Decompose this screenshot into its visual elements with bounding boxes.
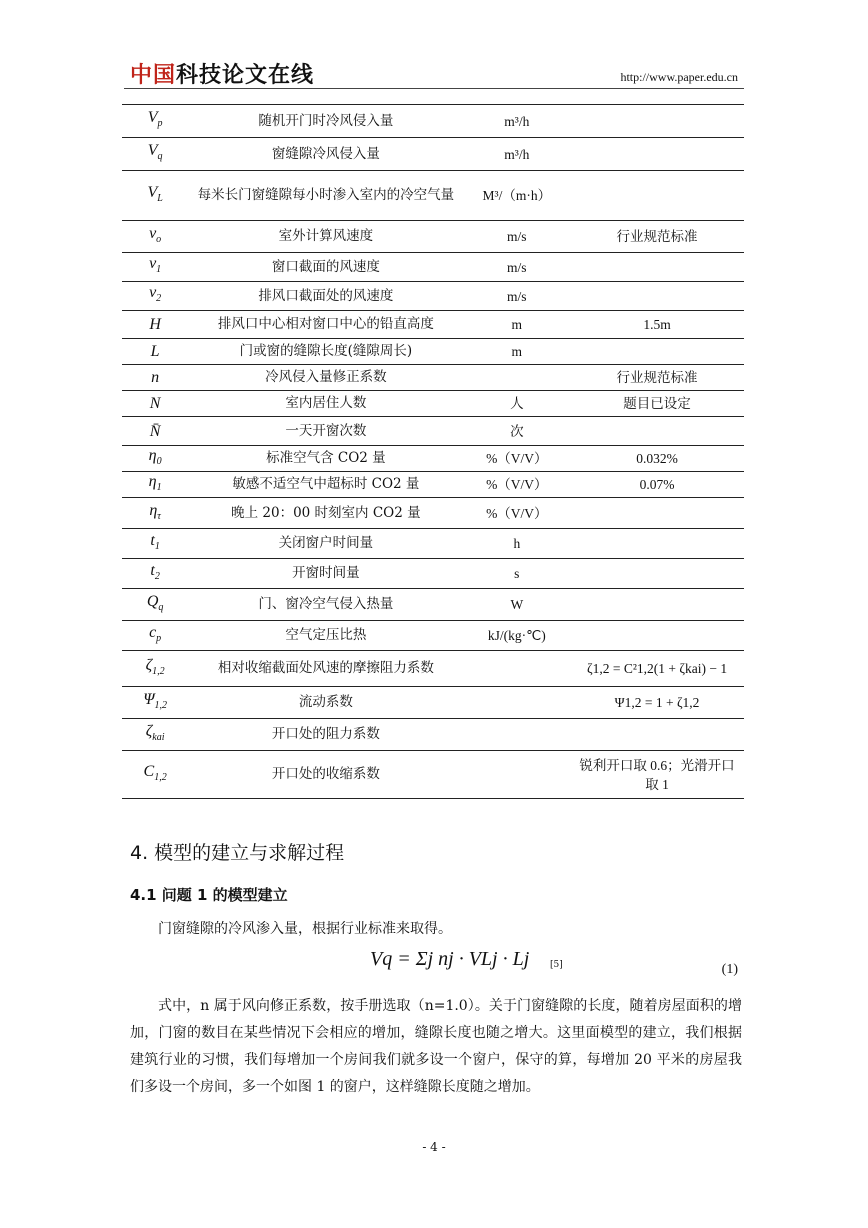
note-cell xyxy=(570,171,744,221)
description-cell: 开口处的收缩系数 xyxy=(188,751,463,799)
table-row xyxy=(122,621,744,651)
page-header xyxy=(130,58,738,88)
symbol: v xyxy=(149,224,157,242)
unit-cell xyxy=(464,719,571,751)
equation-number: (1) xyxy=(721,962,738,977)
symbol-subscript: 0 xyxy=(156,456,162,468)
symbol-subscript: L xyxy=(157,193,163,205)
symbol: η xyxy=(149,501,158,519)
unit-cell: M³/（m·h） xyxy=(464,171,571,221)
symbol-subscript: 1,2 xyxy=(154,772,167,784)
description-cell: 室内居住人数 xyxy=(188,391,463,417)
symbol-cell xyxy=(122,687,188,719)
symbol-cell xyxy=(122,311,188,339)
symbol: Ψ xyxy=(143,691,155,709)
note-cell xyxy=(570,589,744,621)
unit-cell: m/s xyxy=(464,221,571,253)
table-row xyxy=(122,138,744,171)
unit-cell: m³/h xyxy=(464,138,571,171)
note-cell: ζ1,2 = C²1,2(1 + ζkai) − 1 xyxy=(570,651,744,687)
symbol-cell xyxy=(122,221,188,253)
table-row xyxy=(122,559,744,589)
unit-cell: m/s xyxy=(464,282,571,311)
symbol: n xyxy=(151,369,160,386)
paragraph-2: 式中，n 属于风向修正系数，按手册选取（n=1.0）。关于门窗缝隙的长度，随着房屋面积的增加，门窗的数目在某些情况下会相应的增加，缝隙长度也随之增大。这里面模型的建立，我们根据建筑行业的习惯，我们每增加一个房间我们就多设一个窗户，保守的算，每增加 20 平米的房屋我们多设一个房间，多一个如图 1 的窗户，这样缝隙长度随之增加。 xyxy=(130,998,742,1095)
note-cell xyxy=(570,282,744,311)
symbol-subscript: kai xyxy=(152,732,165,744)
description-cell: 室外计算风速度 xyxy=(188,221,463,253)
header-rule xyxy=(124,88,744,89)
symbol-subscript: 1 xyxy=(156,482,162,494)
symbol: c xyxy=(149,624,157,642)
symbol: t xyxy=(150,562,155,580)
note-cell xyxy=(570,559,744,589)
symbol-cell xyxy=(122,138,188,171)
note-cell xyxy=(570,253,744,282)
unit-cell xyxy=(464,365,571,391)
symbol-cell xyxy=(122,365,188,391)
symbol: L xyxy=(150,343,160,360)
symbol-cell xyxy=(122,529,188,559)
symbol: V xyxy=(147,142,158,160)
description-cell: 窗缝隙冷风侵入量 xyxy=(188,138,463,171)
unit-cell: %（V/V） xyxy=(464,498,571,529)
symbol-cell xyxy=(122,417,188,446)
variables-table xyxy=(122,104,744,799)
note-cell: 1.5m xyxy=(570,311,744,339)
symbol: t xyxy=(150,532,155,550)
symbol: Q xyxy=(146,593,159,611)
description-cell: 敏感不适空气中超标时 CO2 量 xyxy=(188,472,463,498)
symbol-cell xyxy=(122,105,188,138)
unit-cell xyxy=(464,751,571,799)
table-row xyxy=(122,529,744,559)
table-row xyxy=(122,171,744,221)
note-cell xyxy=(570,417,744,446)
symbol-cell xyxy=(122,589,188,621)
page-number: - 4 - xyxy=(422,1140,446,1154)
unit-cell: %（V/V） xyxy=(464,446,571,472)
symbol-cell xyxy=(122,171,188,221)
unit-cell: 人 xyxy=(464,391,571,417)
symbol-subscript: 1 xyxy=(156,264,162,276)
symbol: ζ xyxy=(145,723,153,741)
symbol-subscript: 2 xyxy=(154,571,160,583)
note-cell: 行业规范标准 xyxy=(570,221,744,253)
table-row xyxy=(122,589,744,621)
symbol: ζ xyxy=(145,657,153,675)
symbol-cell xyxy=(122,498,188,529)
table-row xyxy=(122,221,744,253)
table-row xyxy=(122,339,744,365)
symbol: η xyxy=(148,447,157,464)
unit-cell: m/s xyxy=(464,253,571,282)
equation-1: Vq = Σj nj · VLj · Lj xyxy=(370,948,530,970)
symbol: V xyxy=(147,183,158,201)
table-row xyxy=(122,365,744,391)
note-cell xyxy=(570,719,744,751)
note-cell: 锐利开口取 0.6；光滑开口取 1 xyxy=(570,751,744,799)
symbol-subscript: 2 xyxy=(156,293,162,305)
description-cell: 窗口截面的风速度 xyxy=(188,253,463,282)
symbol: v xyxy=(149,255,157,273)
symbol: H xyxy=(149,316,161,333)
symbol-subscript: o xyxy=(156,234,162,246)
description-cell: 门或窗的缝隙长度(缝隙周长) xyxy=(188,339,463,365)
journal-logo: 中国科技论文在线 xyxy=(130,63,315,88)
unit-cell: m³/h xyxy=(464,105,571,138)
equation-citation[interactable]: [5] xyxy=(550,960,563,970)
symbol-subscript: 1,2 xyxy=(152,666,165,678)
description-cell: 流动系数 xyxy=(188,687,463,719)
description-cell: 开口处的阻力系数 xyxy=(188,719,463,751)
unit-cell xyxy=(464,687,571,719)
description-cell: 排风口中心相对窗口中心的铅直高度 xyxy=(188,311,463,339)
note-cell: Ψ1,2 = 1 + ζ1,2 xyxy=(570,687,744,719)
table-row xyxy=(122,253,744,282)
symbol-cell xyxy=(122,559,188,589)
table-row xyxy=(122,719,744,751)
unit-cell: W xyxy=(464,589,571,621)
table-row xyxy=(122,311,744,339)
description-cell: 空气定压比热 xyxy=(188,621,463,651)
description-cell: 冷风侵入量修正系数 xyxy=(188,365,463,391)
symbol-cell xyxy=(122,446,188,472)
note-cell xyxy=(570,105,744,138)
description-cell: 关闭窗户时间量 xyxy=(188,529,463,559)
symbol-subscript: q xyxy=(157,151,163,163)
table-row xyxy=(122,751,744,799)
description-cell: 门、窗冷空气侵入热量 xyxy=(188,589,463,621)
unit-cell: m xyxy=(464,311,571,339)
table-row xyxy=(122,417,744,446)
unit-cell: 次 xyxy=(464,417,571,446)
symbol: C xyxy=(143,763,155,781)
unit-cell: s xyxy=(464,559,571,589)
symbol-cell xyxy=(122,339,188,365)
note-cell: 题目已设定 xyxy=(570,391,744,417)
note-cell xyxy=(570,529,744,559)
symbol-cell xyxy=(122,719,188,751)
description-cell: 晚上 20：00 时刻室内 CO2 量 xyxy=(188,498,463,529)
unit-cell: kJ/(kg·℃) xyxy=(464,621,571,651)
table-row xyxy=(122,651,744,687)
note-cell: 0.032% xyxy=(570,446,744,472)
symbol-cell xyxy=(122,282,188,311)
symbol: η xyxy=(148,473,157,491)
symbol-subscript: 1,2 xyxy=(154,700,167,712)
symbol-cell xyxy=(122,621,188,651)
description-cell: 相对收缩截面处风速的摩擦阻力系数 xyxy=(188,651,463,687)
symbol-subscript: p xyxy=(156,633,162,645)
table-row xyxy=(122,472,744,498)
unit-cell: h xyxy=(464,529,571,559)
note-cell: 0.07% xyxy=(570,472,744,498)
symbol-subscript: 1 xyxy=(154,541,160,553)
symbol-cell xyxy=(122,651,188,687)
symbol-subscript: τ xyxy=(157,510,161,522)
description-cell: 一天开窗次数 xyxy=(188,417,463,446)
note-cell: 行业规范标准 xyxy=(570,365,744,391)
table-row xyxy=(122,105,744,138)
table-row xyxy=(122,446,744,472)
symbol-cell xyxy=(122,751,188,799)
note-cell xyxy=(570,339,744,365)
symbol-subscript: p xyxy=(157,118,163,130)
symbol-cell xyxy=(122,253,188,282)
symbol: N xyxy=(149,395,161,412)
symbol-cell xyxy=(122,472,188,498)
note-cell xyxy=(570,138,744,171)
symbol-subscript: q xyxy=(158,602,164,614)
paragraph-1: 门窗缝隙的冷风渗入量，根据行业标准来取得。 xyxy=(158,921,452,937)
symbol-cell xyxy=(122,391,188,417)
note-cell xyxy=(570,498,744,529)
table-row xyxy=(122,498,744,529)
section-heading: 4. 模型的建立与求解过程 xyxy=(130,842,345,864)
unit-cell: m xyxy=(464,339,571,365)
table-row xyxy=(122,391,744,417)
table-row xyxy=(122,282,744,311)
unit-cell: %（V/V） xyxy=(464,472,571,498)
symbol: N̄ xyxy=(149,422,161,440)
site-url[interactable]: http://www.paper.edu.cn xyxy=(620,70,738,84)
description-cell: 每米长门窗缝隙每小时渗入室内的冷空气量 xyxy=(188,171,463,221)
unit-cell xyxy=(464,651,571,687)
symbol: V xyxy=(147,109,158,127)
description-cell: 开窗时间量 xyxy=(188,559,463,589)
table-row xyxy=(122,687,744,719)
note-cell xyxy=(570,621,744,651)
symbol: v xyxy=(149,284,157,302)
subsection-heading: 4.1 问题 1 的模型建立 xyxy=(130,886,288,904)
description-cell: 排风口截面处的风速度 xyxy=(188,282,463,311)
description-cell: 标准空气含 CO2 量 xyxy=(188,446,463,472)
description-cell: 随机开门时冷风侵入量 xyxy=(188,105,463,138)
